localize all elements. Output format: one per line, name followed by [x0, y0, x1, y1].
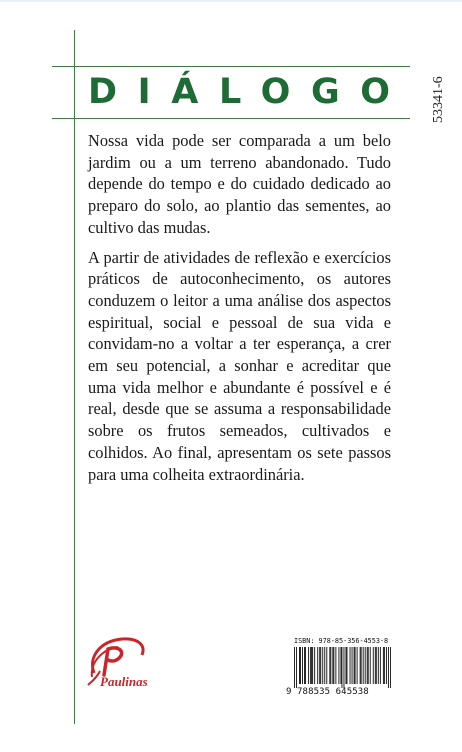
- barcode-bar: [390, 647, 391, 688]
- barcode-bar: [357, 647, 358, 684]
- barcode-bar: [305, 647, 306, 684]
- barcode-bar: [361, 647, 362, 684]
- barcode-bar: [311, 647, 312, 684]
- blurb-paragraph-2: A partir de atividades de reflexão e exercícios práticos de autoconhecimento, os autores conduzem o leitor a uma análise dos aspectos espiritual, social e pessoal de sua vida e convidam-no a voltar a ter esperança, a crer em seu potencial, a sonhar e acreditar que uma vida melhor e abundante é possível e é real, desde que se assuma a responsabilidade sobre os frutos semeados, cultivados e colhidos. Ao final, apresentam os sete passos para uma colheita extraordinária.: [88, 247, 391, 484]
- book-code: 53341-6: [431, 76, 446, 124]
- barcode-bar: [322, 647, 323, 684]
- blurb-paragraph-1: Nossa vida pode ser comparada a um belo jardim ou a um terreno abandonado. Tudo depende do tempo e do cuidado dedicado ao preparo do solo, ao plantio das sementes, ao cultivo das mudas.: [88, 131, 391, 237]
- barcode-bar: [340, 647, 341, 684]
- barcode-bar: [368, 647, 369, 684]
- barcode-bar: [378, 647, 379, 684]
- barcode-bar: [354, 647, 355, 684]
- barcode-bar: [383, 647, 384, 684]
- barcode-bar: [329, 647, 330, 684]
- barcode-bar: [294, 647, 295, 688]
- barcode-bar: [346, 647, 347, 684]
- barcode-bar: [365, 647, 366, 684]
- barcode-bar: [330, 647, 331, 684]
- vertical-rule: [74, 30, 75, 724]
- title-rule-top: [52, 66, 410, 67]
- barcode-bar: [335, 647, 336, 684]
- barcode-bar: [352, 647, 353, 684]
- series-title: DIÁLOGO: [88, 72, 411, 112]
- barcode-bar: [347, 647, 348, 684]
- barcode-bar: [388, 647, 389, 688]
- barcode-bar: [355, 647, 356, 684]
- title-rule-bottom: [52, 118, 410, 119]
- barcode-bar: [319, 647, 320, 684]
- barcode-bar: [341, 647, 342, 688]
- top-edge-strip: [0, 0, 462, 2]
- barcode-bar: [320, 647, 321, 684]
- barcode-bar: [373, 647, 374, 684]
- publisher-name: Paulinas: [100, 674, 148, 689]
- barcode-bar: [317, 647, 318, 684]
- barcode-digits: 9 788535 645538: [286, 687, 369, 697]
- barcode-bar: [304, 647, 305, 684]
- barcode-bar: [384, 647, 385, 684]
- barcode-bar: [375, 647, 376, 684]
- barcode-bar: [300, 647, 301, 684]
- barcode-bar: [344, 647, 345, 688]
- barcode-bar: [324, 647, 325, 684]
- barcode-bar: [296, 647, 297, 688]
- barcode-bar: [333, 647, 334, 684]
- barcode-bar: [360, 647, 361, 684]
- barcode-bar: [310, 647, 311, 684]
- barcode-bar: [332, 647, 333, 684]
- barcode-bar: [380, 647, 381, 684]
- barcode-bar: [370, 647, 371, 684]
- barcode-bar: [312, 647, 313, 684]
- barcode-bar: [299, 647, 300, 684]
- barcode-bar: [314, 647, 315, 684]
- barcode-bar: [350, 647, 351, 684]
- barcode-bar: [386, 647, 387, 684]
- isbn-label: ISBN: 978-85-356-4553-8: [294, 637, 389, 645]
- barcode-bar: [326, 647, 327, 684]
- barcode-bar: [363, 647, 364, 684]
- barcode-bar: [308, 647, 309, 684]
- back-cover-blurb: [88, 130, 391, 493]
- barcode-bar: [302, 647, 303, 684]
- isbn-barcode: [294, 647, 391, 688]
- barcode-bar: [367, 647, 368, 684]
- barcode-bar: [338, 647, 339, 684]
- barcode-bar: [376, 647, 377, 684]
